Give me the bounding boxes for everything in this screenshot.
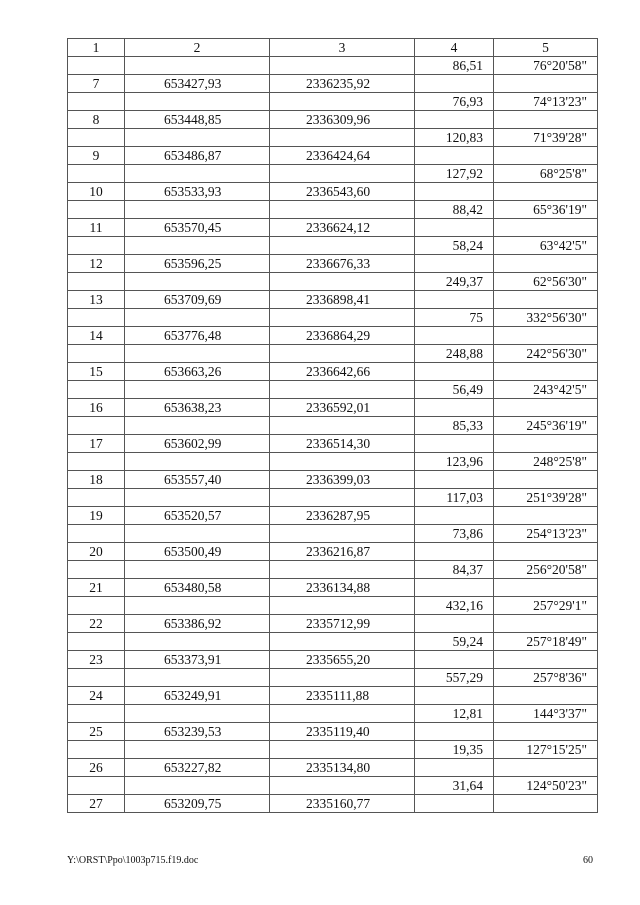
empty-cell xyxy=(415,651,494,669)
empty-cell xyxy=(68,669,125,687)
distance-cell: 59,24 xyxy=(415,633,494,651)
empty-cell xyxy=(415,219,494,237)
empty-cell xyxy=(68,273,125,291)
x-coordinate-cell: 653596,25 xyxy=(125,255,270,273)
table-row-segment xyxy=(68,741,598,759)
empty-cell xyxy=(494,723,598,741)
x-coordinate-cell: 653520,57 xyxy=(125,507,270,525)
empty-cell xyxy=(494,183,598,201)
table-row-point xyxy=(68,75,598,93)
empty-cell xyxy=(68,201,125,219)
distance-cell: 249,37 xyxy=(415,273,494,291)
footer-file-path: Y:\ORST\Ppo\1003p715.f19.doc xyxy=(67,855,199,866)
point-number-cell: 17 xyxy=(68,435,125,453)
distance-cell: 123,96 xyxy=(415,453,494,471)
empty-cell xyxy=(415,615,494,633)
x-coordinate-cell: 653427,93 xyxy=(125,75,270,93)
angle-cell: 332°56'30" xyxy=(494,309,598,327)
angle-cell: 257°29'1" xyxy=(494,597,598,615)
x-coordinate-cell: 653709,69 xyxy=(125,291,270,309)
empty-cell xyxy=(270,237,415,255)
table-row-point xyxy=(68,471,598,489)
empty-cell xyxy=(68,237,125,255)
distance-cell: 31,64 xyxy=(415,777,494,795)
y-coordinate-cell: 2336216,87 xyxy=(270,543,415,561)
header-cell-3: 3 xyxy=(270,39,415,57)
distance-cell: 248,88 xyxy=(415,345,494,363)
empty-cell xyxy=(270,597,415,615)
point-number-cell: 15 xyxy=(68,363,125,381)
point-number-cell: 18 xyxy=(68,471,125,489)
table-row-point xyxy=(68,183,598,201)
angle-cell: 127°15'25" xyxy=(494,741,598,759)
empty-cell xyxy=(125,93,270,111)
y-coordinate-cell: 2336287,95 xyxy=(270,507,415,525)
empty-cell xyxy=(68,165,125,183)
empty-cell xyxy=(125,777,270,795)
x-coordinate-cell: 653776,48 xyxy=(125,327,270,345)
distance-cell: 19,35 xyxy=(415,741,494,759)
table-row-segment xyxy=(68,309,598,327)
point-number-cell: 12 xyxy=(68,255,125,273)
point-number-cell: 10 xyxy=(68,183,125,201)
point-number-cell: 22 xyxy=(68,615,125,633)
table-row-segment xyxy=(68,201,598,219)
x-coordinate-cell: 653239,53 xyxy=(125,723,270,741)
empty-cell xyxy=(494,687,598,705)
empty-cell xyxy=(270,741,415,759)
x-coordinate-cell: 653570,45 xyxy=(125,219,270,237)
table-row-point xyxy=(68,687,598,705)
empty-cell xyxy=(68,309,125,327)
x-coordinate-cell: 653209,75 xyxy=(125,795,270,813)
angle-cell: 248°25'8" xyxy=(494,453,598,471)
empty-cell xyxy=(125,489,270,507)
point-number-cell: 25 xyxy=(68,723,125,741)
empty-cell xyxy=(68,525,125,543)
angle-cell: 76°20'58" xyxy=(494,57,598,75)
angle-cell: 254°13'23" xyxy=(494,525,598,543)
y-coordinate-cell: 2335655,20 xyxy=(270,651,415,669)
empty-cell xyxy=(494,435,598,453)
empty-cell xyxy=(270,345,415,363)
x-coordinate-cell: 653480,58 xyxy=(125,579,270,597)
empty-cell xyxy=(494,543,598,561)
empty-cell xyxy=(494,507,598,525)
empty-cell xyxy=(68,633,125,651)
table-row-point xyxy=(68,219,598,237)
footer-page-number: 60 xyxy=(583,855,593,866)
x-coordinate-cell: 653448,85 xyxy=(125,111,270,129)
empty-cell xyxy=(270,273,415,291)
empty-cell xyxy=(125,309,270,327)
point-number-cell: 14 xyxy=(68,327,125,345)
table-row-segment xyxy=(68,561,598,579)
empty-cell xyxy=(68,597,125,615)
point-number-cell: 20 xyxy=(68,543,125,561)
empty-cell xyxy=(415,759,494,777)
empty-cell xyxy=(270,57,415,75)
point-number-cell: 19 xyxy=(68,507,125,525)
angle-cell: 63°42'5" xyxy=(494,237,598,255)
empty-cell xyxy=(415,291,494,309)
table-row-segment xyxy=(68,489,598,507)
y-coordinate-cell: 2336676,33 xyxy=(270,255,415,273)
empty-cell xyxy=(125,57,270,75)
empty-cell xyxy=(270,489,415,507)
angle-cell: 257°8'36" xyxy=(494,669,598,687)
y-coordinate-cell: 2336399,03 xyxy=(270,471,415,489)
empty-cell xyxy=(415,255,494,273)
empty-cell xyxy=(494,111,598,129)
y-coordinate-cell: 2336898,41 xyxy=(270,291,415,309)
angle-cell: 65°36'19" xyxy=(494,201,598,219)
empty-cell xyxy=(125,561,270,579)
table-row-segment xyxy=(68,381,598,399)
empty-cell xyxy=(270,777,415,795)
y-coordinate-cell: 2336624,12 xyxy=(270,219,415,237)
table-row-segment xyxy=(68,345,598,363)
x-coordinate-cell: 653602,99 xyxy=(125,435,270,453)
empty-cell xyxy=(415,687,494,705)
empty-cell xyxy=(270,633,415,651)
angle-cell: 124°50'23" xyxy=(494,777,598,795)
table-row-segment xyxy=(68,705,598,723)
empty-cell xyxy=(68,705,125,723)
distance-cell: 86,51 xyxy=(415,57,494,75)
empty-cell xyxy=(125,345,270,363)
distance-cell: 84,37 xyxy=(415,561,494,579)
empty-cell xyxy=(415,579,494,597)
empty-cell xyxy=(494,795,598,813)
table-row-segment xyxy=(68,57,598,75)
distance-cell: 120,83 xyxy=(415,129,494,147)
table-row-point xyxy=(68,435,598,453)
table-row-segment xyxy=(68,525,598,543)
empty-cell xyxy=(270,561,415,579)
empty-cell xyxy=(68,381,125,399)
empty-cell xyxy=(68,417,125,435)
y-coordinate-cell: 2336864,29 xyxy=(270,327,415,345)
table-row-point xyxy=(68,327,598,345)
table-row-point xyxy=(68,255,598,273)
empty-cell xyxy=(494,579,598,597)
empty-cell xyxy=(68,561,125,579)
table-row-segment xyxy=(68,453,598,471)
table-row-point xyxy=(68,723,598,741)
table-row-point xyxy=(68,363,598,381)
empty-cell xyxy=(494,759,598,777)
angle-cell: 68°25'8" xyxy=(494,165,598,183)
x-coordinate-cell: 653373,91 xyxy=(125,651,270,669)
point-number-cell: 8 xyxy=(68,111,125,129)
y-coordinate-cell: 2336309,96 xyxy=(270,111,415,129)
empty-cell xyxy=(270,129,415,147)
table-row-segment xyxy=(68,237,598,255)
table-row-point xyxy=(68,759,598,777)
table-row-segment xyxy=(68,93,598,111)
empty-cell xyxy=(415,543,494,561)
empty-cell xyxy=(125,273,270,291)
point-number-cell: 13 xyxy=(68,291,125,309)
empty-cell xyxy=(125,705,270,723)
point-number-cell: 27 xyxy=(68,795,125,813)
y-coordinate-cell: 2336592,01 xyxy=(270,399,415,417)
empty-cell xyxy=(270,201,415,219)
empty-cell xyxy=(125,741,270,759)
x-coordinate-cell: 653638,23 xyxy=(125,399,270,417)
angle-cell: 257°18'49" xyxy=(494,633,598,651)
empty-cell xyxy=(125,525,270,543)
x-coordinate-cell: 653486,87 xyxy=(125,147,270,165)
table-header-row xyxy=(68,39,598,57)
empty-cell xyxy=(68,57,125,75)
empty-cell xyxy=(270,381,415,399)
empty-cell xyxy=(415,363,494,381)
empty-cell xyxy=(270,669,415,687)
x-coordinate-cell: 653557,40 xyxy=(125,471,270,489)
table-row-point xyxy=(68,579,598,597)
empty-cell xyxy=(494,147,598,165)
empty-cell xyxy=(125,669,270,687)
table-row-segment xyxy=(68,669,598,687)
empty-cell xyxy=(68,129,125,147)
angle-cell: 74°13'23" xyxy=(494,93,598,111)
point-number-cell: 7 xyxy=(68,75,125,93)
empty-cell xyxy=(270,417,415,435)
x-coordinate-cell: 653249,91 xyxy=(125,687,270,705)
distance-cell: 127,92 xyxy=(415,165,494,183)
distance-cell: 557,29 xyxy=(415,669,494,687)
point-number-cell: 9 xyxy=(68,147,125,165)
y-coordinate-cell: 2336642,66 xyxy=(270,363,415,381)
empty-cell xyxy=(415,75,494,93)
table-row-point xyxy=(68,291,598,309)
empty-cell xyxy=(415,147,494,165)
empty-cell xyxy=(415,795,494,813)
empty-cell xyxy=(68,777,125,795)
angle-cell: 251°39'28" xyxy=(494,489,598,507)
empty-cell xyxy=(494,399,598,417)
table-row-point xyxy=(68,507,598,525)
empty-cell xyxy=(125,201,270,219)
angle-cell: 144°3'37" xyxy=(494,705,598,723)
empty-cell xyxy=(415,435,494,453)
table-row-point xyxy=(68,111,598,129)
empty-cell xyxy=(494,255,598,273)
distance-cell: 76,93 xyxy=(415,93,494,111)
empty-cell xyxy=(125,237,270,255)
coordinates-table xyxy=(67,38,598,813)
y-coordinate-cell: 2336514,30 xyxy=(270,435,415,453)
empty-cell xyxy=(68,93,125,111)
x-coordinate-cell: 653500,49 xyxy=(125,543,270,561)
distance-cell: 58,24 xyxy=(415,237,494,255)
empty-cell xyxy=(494,615,598,633)
empty-cell xyxy=(270,93,415,111)
distance-cell: 85,33 xyxy=(415,417,494,435)
distance-cell: 73,86 xyxy=(415,525,494,543)
empty-cell xyxy=(270,309,415,327)
empty-cell xyxy=(415,111,494,129)
empty-cell xyxy=(415,507,494,525)
y-coordinate-cell: 2335119,40 xyxy=(270,723,415,741)
angle-cell: 256°20'58" xyxy=(494,561,598,579)
y-coordinate-cell: 2335160,77 xyxy=(270,795,415,813)
empty-cell xyxy=(68,489,125,507)
table-row-point xyxy=(68,543,598,561)
empty-cell xyxy=(125,453,270,471)
table-row-point xyxy=(68,399,598,417)
empty-cell xyxy=(494,75,598,93)
x-coordinate-cell: 653386,92 xyxy=(125,615,270,633)
y-coordinate-cell: 2335134,80 xyxy=(270,759,415,777)
distance-cell: 117,03 xyxy=(415,489,494,507)
empty-cell xyxy=(494,219,598,237)
x-coordinate-cell: 653663,26 xyxy=(125,363,270,381)
header-cell-4: 4 xyxy=(415,39,494,57)
distance-cell: 56,49 xyxy=(415,381,494,399)
empty-cell xyxy=(125,129,270,147)
x-coordinate-cell: 653227,82 xyxy=(125,759,270,777)
table-row-segment xyxy=(68,633,598,651)
angle-cell: 242°56'30" xyxy=(494,345,598,363)
empty-cell xyxy=(68,741,125,759)
y-coordinate-cell: 2336543,60 xyxy=(270,183,415,201)
empty-cell xyxy=(415,723,494,741)
empty-cell xyxy=(125,633,270,651)
table-row-point xyxy=(68,651,598,669)
empty-cell xyxy=(125,597,270,615)
empty-cell xyxy=(68,453,125,471)
header-cell-5: 5 xyxy=(494,39,598,57)
empty-cell xyxy=(494,327,598,345)
point-number-cell: 26 xyxy=(68,759,125,777)
angle-cell: 243°42'5" xyxy=(494,381,598,399)
distance-cell: 12,81 xyxy=(415,705,494,723)
table-row-point xyxy=(68,147,598,165)
point-number-cell: 24 xyxy=(68,687,125,705)
empty-cell xyxy=(68,345,125,363)
empty-cell xyxy=(125,165,270,183)
angle-cell: 245°36'19" xyxy=(494,417,598,435)
table-row-point xyxy=(68,615,598,633)
angle-cell: 62°56'30" xyxy=(494,273,598,291)
distance-cell: 432,16 xyxy=(415,597,494,615)
empty-cell xyxy=(270,453,415,471)
empty-cell xyxy=(125,381,270,399)
empty-cell xyxy=(270,705,415,723)
header-cell-1: 1 xyxy=(68,39,125,57)
table-row-segment xyxy=(68,165,598,183)
table-row-point xyxy=(68,795,598,813)
empty-cell xyxy=(494,471,598,489)
empty-cell xyxy=(494,651,598,669)
table-row-segment xyxy=(68,273,598,291)
empty-cell xyxy=(494,291,598,309)
header-cell-2: 2 xyxy=(125,39,270,57)
empty-cell xyxy=(494,363,598,381)
y-coordinate-cell: 2335712,99 xyxy=(270,615,415,633)
point-number-cell: 23 xyxy=(68,651,125,669)
empty-cell xyxy=(270,525,415,543)
y-coordinate-cell: 2336235,92 xyxy=(270,75,415,93)
distance-cell: 75 xyxy=(415,309,494,327)
y-coordinate-cell: 2335111,88 xyxy=(270,687,415,705)
empty-cell xyxy=(415,183,494,201)
point-number-cell: 16 xyxy=(68,399,125,417)
table-body xyxy=(68,57,598,813)
x-coordinate-cell: 653533,93 xyxy=(125,183,270,201)
empty-cell xyxy=(415,471,494,489)
empty-cell xyxy=(415,327,494,345)
table-row-segment xyxy=(68,597,598,615)
empty-cell xyxy=(125,417,270,435)
table-row-segment xyxy=(68,417,598,435)
distance-cell: 88,42 xyxy=(415,201,494,219)
y-coordinate-cell: 2336424,64 xyxy=(270,147,415,165)
y-coordinate-cell: 2336134,88 xyxy=(270,579,415,597)
table-row-segment xyxy=(68,129,598,147)
empty-cell xyxy=(270,165,415,183)
table-row-segment xyxy=(68,777,598,795)
point-number-cell: 11 xyxy=(68,219,125,237)
point-number-cell: 21 xyxy=(68,579,125,597)
angle-cell: 71°39'28" xyxy=(494,129,598,147)
empty-cell xyxy=(415,399,494,417)
